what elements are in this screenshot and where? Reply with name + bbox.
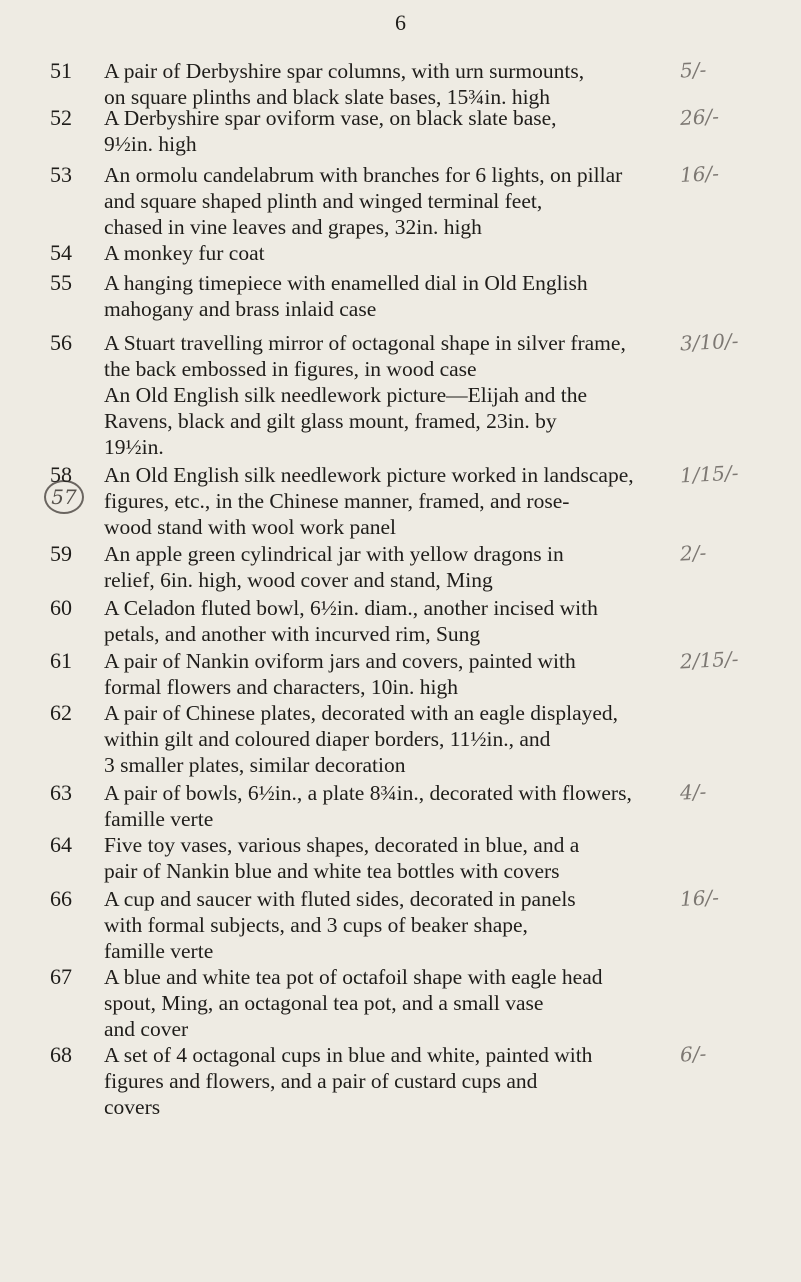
handwritten-price-note: 5/- [679,57,707,83]
lot-description [104,541,664,593]
lot-number: 51 [50,58,72,83]
lot-number: 64 [50,832,72,857]
lot-description [104,162,664,240]
lot-description-line: A Stuart travelling mirror of octagonal shape in silver frame, [104,331,626,355]
lot-description-line: Five toy vases, various shapes, decorated in blue, and a [104,833,580,857]
lot-description-line: A Derbyshire spar oviform vase, on black slate base, [104,106,557,130]
lot-description-line: An Old English silk needlework picture—Elijah and the [104,383,588,407]
lot-description-line: petals, and another with incurved rim, Sung [104,622,481,646]
lot-number: 53 [50,162,72,187]
lot-description [104,1042,664,1120]
lot-description-line: covers [104,1095,161,1119]
lot-description-line: A hanging timepiece with enamelled dial in Old English [104,271,588,295]
lot-description-line: wood stand with wool work panel [104,515,397,539]
lot-description-line: A pair of Chinese plates, decorated with an eagle displayed, [104,701,619,725]
lot-description-line: A blue and white tea pot of octafoil shape with eagle head [104,965,603,989]
lot-description [104,700,664,778]
lot-description-line: relief, 6in. high, wood cover and stand, Ming [104,568,493,592]
lot-number: 68 [50,1042,72,1067]
lot-description [104,382,664,460]
lot-description [104,462,664,540]
handwritten-price-note: 2/- [679,540,707,566]
lot-description [104,240,664,266]
lot-description [104,780,664,832]
lot-description [104,886,664,964]
handwritten-price-note: 26/- [679,103,720,131]
lot-description-line: figures, etc., in the Chinese manner, framed, and rose- [104,489,570,513]
lot-description-line: with formal subjects, and 3 cups of beaker shape, [104,913,528,937]
lot-description-line: An apple green cylindrical jar with yellow dragons in [104,542,564,566]
lot-description-line: A Celadon fluted bowl, 6½in. diam., another incised with [104,596,598,620]
lot-description [104,832,664,884]
lot-description-line: A pair of bowls, 6½in., a plate 8¾in., decorated with flowers, [104,781,632,805]
lot-description-line: A pair of Nankin oviform jars and covers, painted with [104,649,576,673]
lot-description [104,105,664,157]
lot-description-line: pair of Nankin blue and white tea bottles with covers [104,859,560,883]
lot-number: 66 [50,886,72,911]
lot-description-line: An ormolu candelabrum with branches for 6 lights, on pillar [104,163,623,187]
lot-description-line: within gilt and coloured diaper borders, 11½in., and [104,727,551,751]
lot-number: 67 [50,964,72,989]
lot-number: 59 [50,541,72,566]
handwritten-price-note: 16/- [679,160,720,188]
lot-description [104,270,664,322]
lot-description [104,964,664,1042]
lot-description-line: on square plinths and black slate bases, 15¾in. high [104,85,551,109]
lot-number: 55 [50,270,72,295]
lot-description-line: famille verte [104,807,214,831]
lot-description-line: Ravens, black and gilt glass mount, framed, 23in. by [104,409,557,433]
lot-description-line: 19½in. [104,435,164,459]
lot-description-line: An Old English silk needlework picture worked in landscape, [104,463,634,487]
lot-description-line: chased in vine leaves and grapes, 32in. high [104,215,482,239]
lot-number: 52 [50,105,72,130]
lot-description [104,648,664,700]
lot-description-line: 3 smaller plates, similar decoration [104,753,406,777]
handwritten-price-note: 2/15/- [679,646,740,674]
lot-description-line: 9½in. high [104,132,197,156]
lot-description-line: A set of 4 octagonal cups in blue and white, painted with [104,1043,593,1067]
handwritten-price-note: 1/15/- [679,460,740,488]
lot-description-line: famille verte [104,939,214,963]
handwritten-price-note: 16/- [679,884,720,912]
lot-description [104,595,664,647]
lot-description-line: formal flowers and characters, 10in. high [104,675,459,699]
lot-description [104,58,664,110]
lot-description-line: figures and flowers, and a pair of custard cups and [104,1069,538,1093]
page-number: 6 [395,10,406,35]
lot-description-line: mahogany and brass inlaid case [104,297,377,321]
lot-number: 61 [50,648,72,673]
handwritten-price-note: 3/10/- [679,328,740,356]
lot-number: 62 [50,700,72,725]
lot-number: 60 [50,595,72,620]
circled-lot-number: 57 [44,480,84,514]
lot-description-line: and square shaped plinth and winged terminal feet, [104,189,543,213]
lot-description-line: A pair of Derbyshire spar columns, with urn surmounts, [104,59,585,83]
lot-description-line: spout, Ming, an octagonal tea pot, and a small vase [104,991,544,1015]
lot-description-line: A cup and saucer with fluted sides, decorated in panels [104,887,576,911]
lot-description-line: the back embossed in figures, in wood case [104,357,477,381]
lot-description-line: A monkey fur coat [104,241,265,265]
lot-description-line: and cover [104,1017,189,1041]
lot-description [104,330,664,382]
handwritten-price-note: 6/- [679,1041,707,1067]
lot-number: 56 [50,330,72,355]
lot-number: 58 [50,462,72,487]
handwritten-price-note: 4/- [679,779,707,805]
lot-number: 63 [50,780,72,805]
lot-number: 54 [50,240,72,265]
